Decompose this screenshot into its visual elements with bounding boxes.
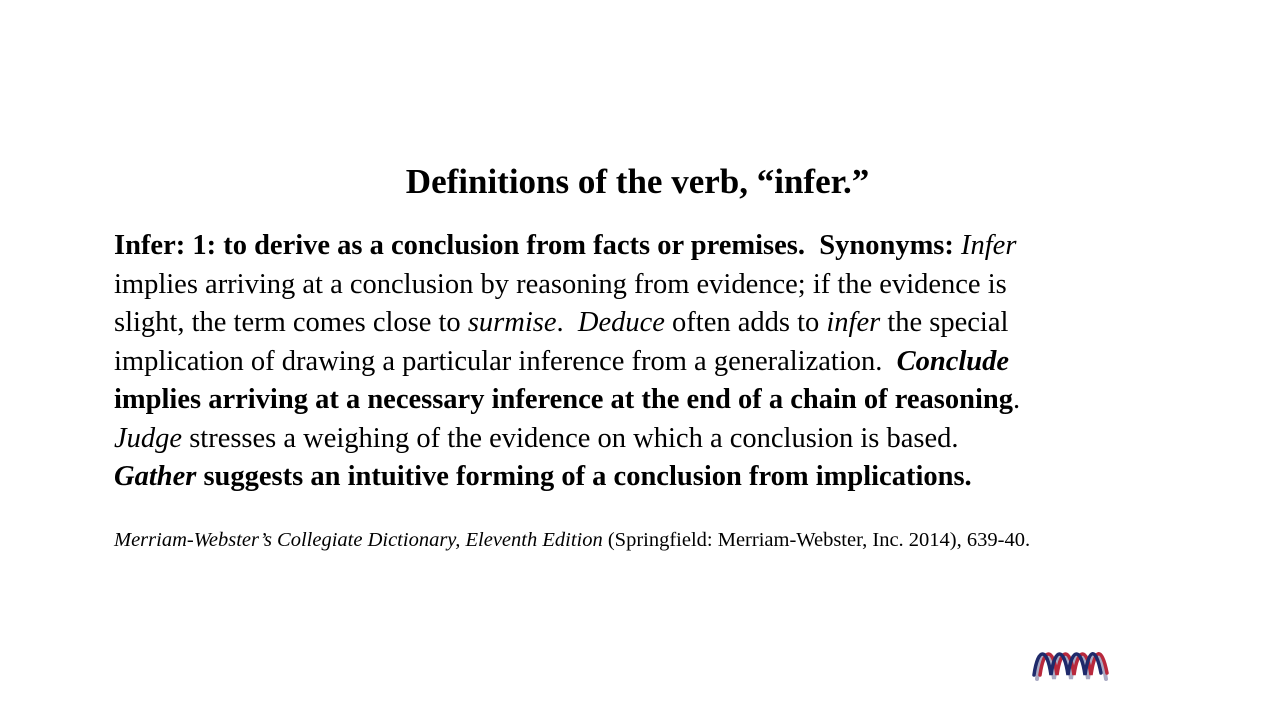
text-segment: stresses a weighing of the evidence on which a conclusion is based. bbox=[182, 422, 959, 454]
term-judge: Judge bbox=[114, 422, 183, 454]
citation-details: (Springfield: Merriam-Webster, Inc. 2014), 639-40. bbox=[602, 529, 1031, 551]
term-conclude: Conclude bbox=[896, 345, 1010, 377]
text-segment: slight, the term comes close to bbox=[114, 307, 468, 338]
definition-line-6 bbox=[114, 420, 1154, 459]
definition-line-7 bbox=[114, 458, 1154, 497]
conclude-definition: implies arriving at a necessary inference at the end of a chain of reasoning bbox=[114, 384, 1013, 415]
slide-title: Definitions of the verb, “infer.” bbox=[405, 162, 870, 201]
text-segment: implication of drawing a particular inference from a generalization. bbox=[114, 345, 897, 377]
wave-logo-icon bbox=[1030, 643, 1112, 685]
term-infer: infer bbox=[826, 307, 881, 338]
citation bbox=[114, 527, 1030, 553]
definition-line-3 bbox=[114, 304, 1154, 343]
text-segment: . bbox=[1013, 384, 1021, 415]
gather-definition: suggests an intuitive forming of a conclusion from implications. bbox=[196, 461, 972, 492]
definition-line-4 bbox=[114, 343, 1154, 382]
synonym-term-infer: Infer bbox=[961, 230, 1017, 261]
text-segment: . bbox=[556, 307, 578, 338]
term-surmise: surmise bbox=[467, 307, 557, 338]
definition-line-2: implies arriving at a conclusion by reasoning from evidence; if the evidence is bbox=[114, 268, 1007, 300]
citation-title: Merriam-Webster’s Collegiate Dictionary, Eleventh Edition bbox=[114, 529, 603, 551]
term-gather: Gather bbox=[114, 461, 197, 492]
text-segment: often adds to bbox=[664, 307, 827, 338]
term-deduce: Deduce bbox=[577, 307, 665, 338]
definition-block bbox=[114, 227, 1154, 497]
definition-line-1 bbox=[114, 227, 1154, 266]
definition-line-5 bbox=[114, 381, 1154, 420]
definition-entry: Infer: 1: to derive as a conclusion from facts or premises. Synonyms: bbox=[114, 230, 962, 261]
text-segment: the special bbox=[880, 307, 1009, 338]
